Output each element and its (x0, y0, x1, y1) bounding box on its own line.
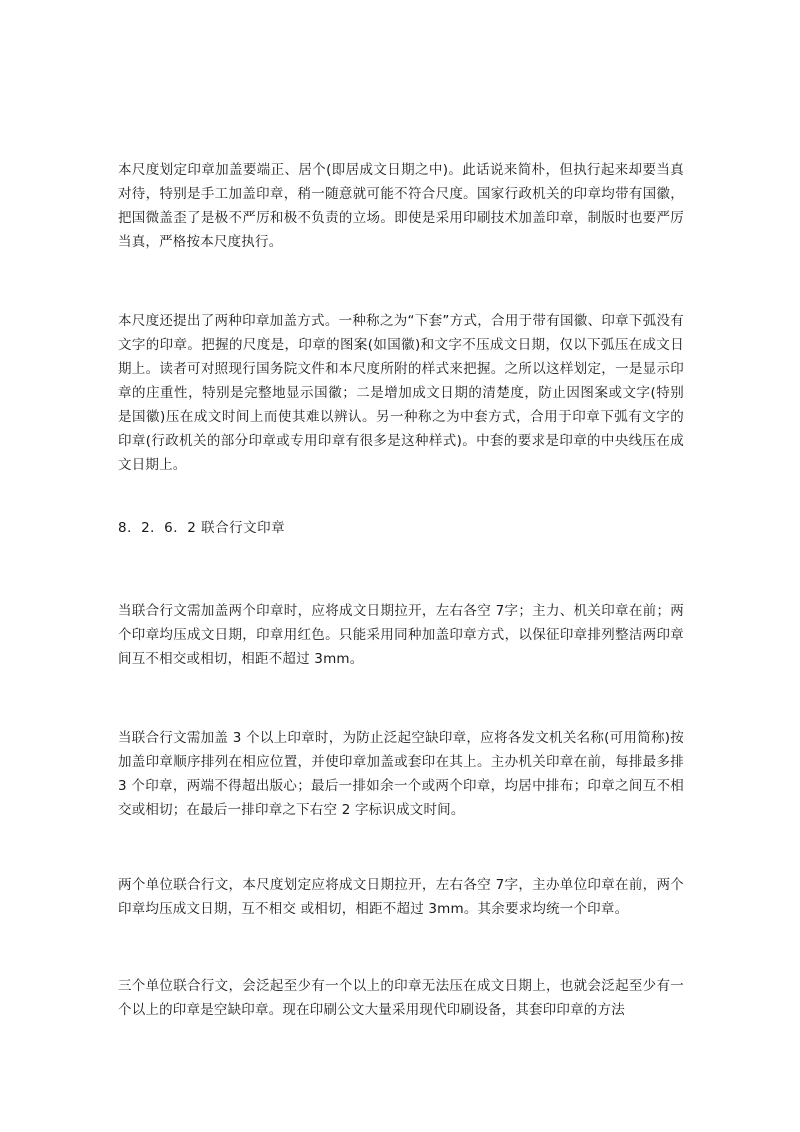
section-heading: 8．2．6．2 联合行文印章 (118, 520, 286, 536)
paragraph-seal-placement: 本尺度划定印章加盖要端正、居个(即居成文日期之中)。此话说来简朴，但执行起来却要当真对待，特别是手工加盖印章，稍一随意就可能不符合尺度。国家行政机关的印章均带有国徽，把国微盖歪了是极不严厉和极不负责的立场。即使是采用印刷技术加盖印章，制版时也要严厉当真，严格按本尺度执行。 (118, 162, 684, 250)
paragraph-three-plus-seals: 当联合行文需加盖 3 个以上印章时，为防止泛起空缺印章，应将各发文机关名称(可用简称)按加盖印章顺序排列在相应位置，并使印章加盖或套印在其上。主办机关印章在前，每排最多排 3 个印章，两端不得超出版心；最后一排如余一个或两个印章，均居中排布；印章之间互不相交或相切；在最后一排印章之下右空 2 字标识成文时间。 (118, 730, 684, 818)
paragraph-two-seals: 当联合行文需加盖两个印章时，应将成文日期拉开，左右各空 7字；主力、机关印章在前；两个印章均压成文日期，印章用红色。只能采用同种加盖印章方式，以保征印章排列整洁两印章间互不相交或相切，相距不超过 3mm。 (118, 603, 684, 667)
paragraph-three-units: 三个单位联合行文，会泛起至少有一个以上的印章无法压在成文日期上，也就会泛起至少有一个以上的印章是空缺印章。现在印刷公文大量采用现代印刷设备，其套印印章的方法 (118, 978, 684, 1018)
paragraph-two-units: 两个单位联合行文，本尺度划定应将成文日期拉开，左右各空 7字，主办单位印章在前，两个印章均压成文日期，互不相交 或相切，相距不超过 3mm。其余要求均统一个印章。 (118, 877, 684, 917)
paragraph-seal-methods: 本尺度还提出了两种印章加盖方式。一种称之为“下套”方式，合用于带有国徽、印章下弧没有文字的印章。把握的尺度是，印章的图案(如国徽)和文字不压成文日期，仅以下弧压在成文日期上。读者可对照现行国务院文件和本尺度所附的样式来把握。之所以这样划定，一是显示印章的庄重性，特别是完整地显示国徽；二是增加成文日期的清楚度，防止因图案或文字(特别是国徽)压在成文时间上而使其难以辨认。另一种称之为中套方式，合用于印章下弧有文字的印章(行政机关的部分印章或专用印章有很多是这种样式)。中套的要求是印章的中央线压在成文日期上。 (118, 313, 684, 473)
